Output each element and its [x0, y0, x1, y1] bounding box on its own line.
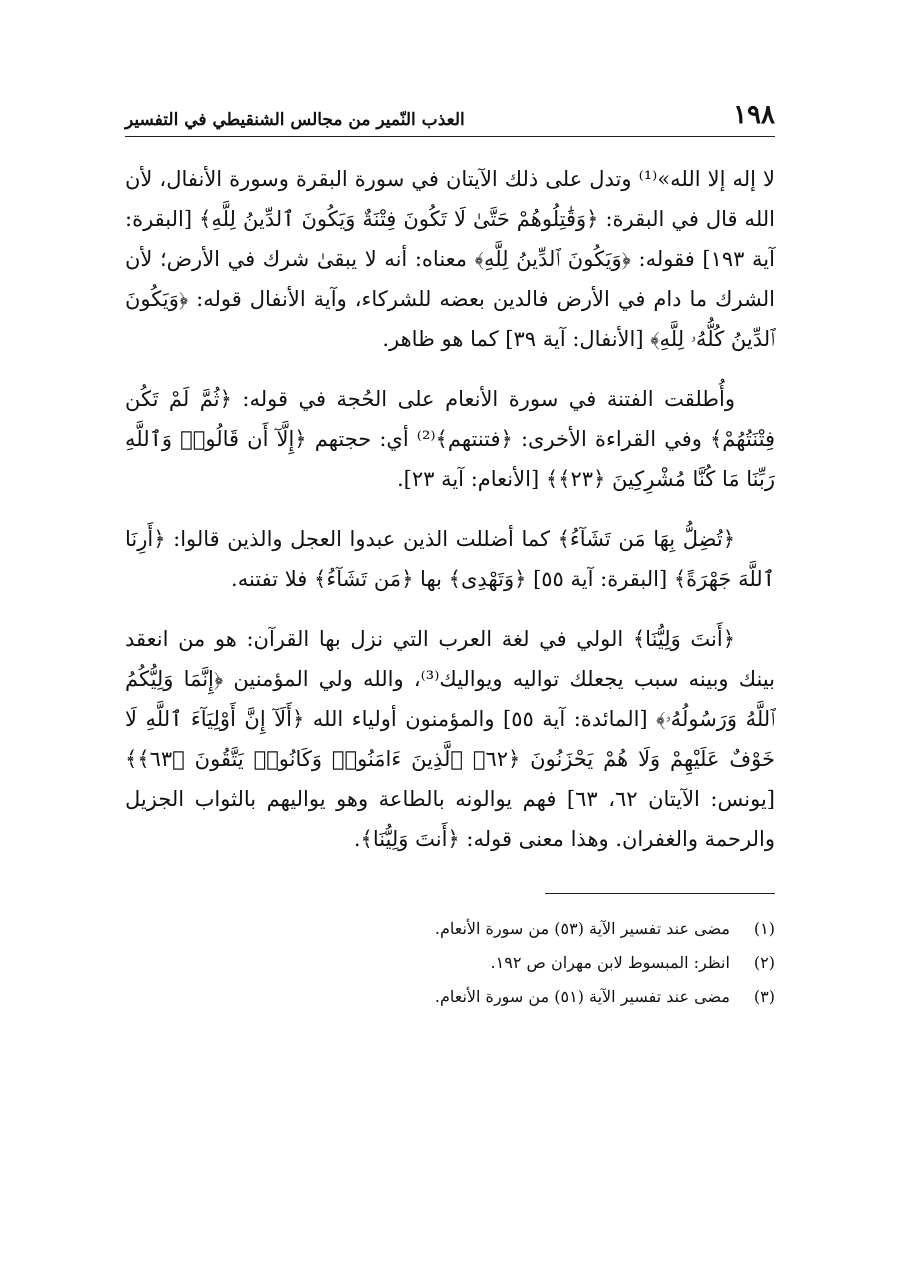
page-number: ١٩٨	[733, 100, 775, 130]
paragraph-3: ﴿تُضِلُّ بِهَا مَن تَشَآءُ﴾ كما أضللت الذين عبدوا العجل والذين قالوا: ﴿أَرِنَا ٱللَّهَ جَهْرَةً﴾ [البقرة: آية ٥٥] ﴿وَتَهْدِى﴾ بها ﴿مَن تَشَآءُ﴾ فلا تفتنه.	[125, 527, 775, 591]
footnote-text: مضى عند تفسير الآية (٥١) من سورة الأنعام.	[434, 987, 730, 1006]
footnote-3	[125, 980, 775, 1014]
paragraph-4: ﴿أَنتَ وَلِيُّنَا﴾ الولي في لغة العرب التي نزل بها القرآن: هو من انعقد بينك وبينه سبب يجعلك تواليه ويواليك⁽³⁾، والله ولي المؤمنين ﴿إِنَّمَا وَلِيُّكُمُ ٱللَّهُ وَرَسُولُهُۥ﴾ [المائدة: آية ٥٥] والمؤمنون أولياء الله ﴿أَلَآ إِنَّ أَوْلِيَآءَ ٱللَّهِ لَا خَوْفٌ عَلَيْهِمْ وَلَا هُمْ يَحْزَنُونَ ﴿٦٢﴾ ٱلَّذِينَ ءَامَنُوا۟ وَكَانُوا۟ يَتَّقُونَ ﴿٦٣﴾﴾ [يونس: الآيتان ٦٢، ٦٣] فهم يوالونه بالطاعة وهو يواليهم بالثواب الجزيل والرحمة والغفران. وهذا معنى قوله: ﴿أَنتَ وَلِيُّنَا﴾.	[125, 627, 775, 851]
footnote-1	[125, 912, 775, 946]
footnote-text: انظر: المبسوط لابن مهران ص ١٩٢.	[490, 953, 730, 972]
page-header	[125, 100, 775, 137]
footnote-number: (٢)	[753, 953, 775, 972]
footnote-separator	[545, 893, 775, 894]
footnotes	[125, 912, 775, 1014]
footnote-text: مضى عند تفسير الآية (٥٣) من سورة الأنعام.	[434, 919, 730, 938]
main-text	[125, 159, 775, 859]
footnote-number: (١)	[753, 919, 775, 938]
footnote-2	[125, 946, 775, 980]
paragraph-2: وأُطلقت الفتنة في سورة الأنعام على الحُجة في قوله: ﴿ثُمَّ لَمْ تَكُن فِتْنَتُهُمْ﴾ وفي القراءة الأخرى: ﴿فتنتهم﴾⁽²⁾ أي: حجتهم ﴿إِلَّآ أَن قَالُوا۟ وَٱللَّهِ رَبِّنَا مَا كُنَّا مُشْرِكِينَ ﴿٢٣﴾﴾ [الأنعام: آية ٢٣].	[125, 387, 775, 491]
paragraph-1: لا إله إلا الله»⁽¹⁾ وتدل على ذلك الآيتان في سورة البقرة وسورة الأنفال، لأن الله قال في البقرة: ﴿وَقَٰتِلُوهُمْ حَتَّىٰ لَا تَكُونَ فِتْنَةٌ وَيَكُونَ ٱلدِّينُ لِلَّهِ﴾ [البقرة: آية ١٩٣] فقوله: ﴿وَيَكُونَ ٱلدِّينُ لِلَّهِ﴾ معناه: أنه لا يبقىٰ شرك في الأرض؛ لأن الشرك ما دام في الأرض فالدين بعضه للشركاء، وآية الأنفال قوله: ﴿وَيَكُونَ ٱلدِّينُ كُلُّهُۥ لِلَّهِ﴾ [الأنفال: آية ٣٩] كما هو ظاهر.	[125, 167, 775, 351]
running-title: العذب النّمير من مجالس الشنقيطي في التفسير	[125, 110, 465, 130]
footnote-number: (٣)	[753, 987, 775, 1006]
